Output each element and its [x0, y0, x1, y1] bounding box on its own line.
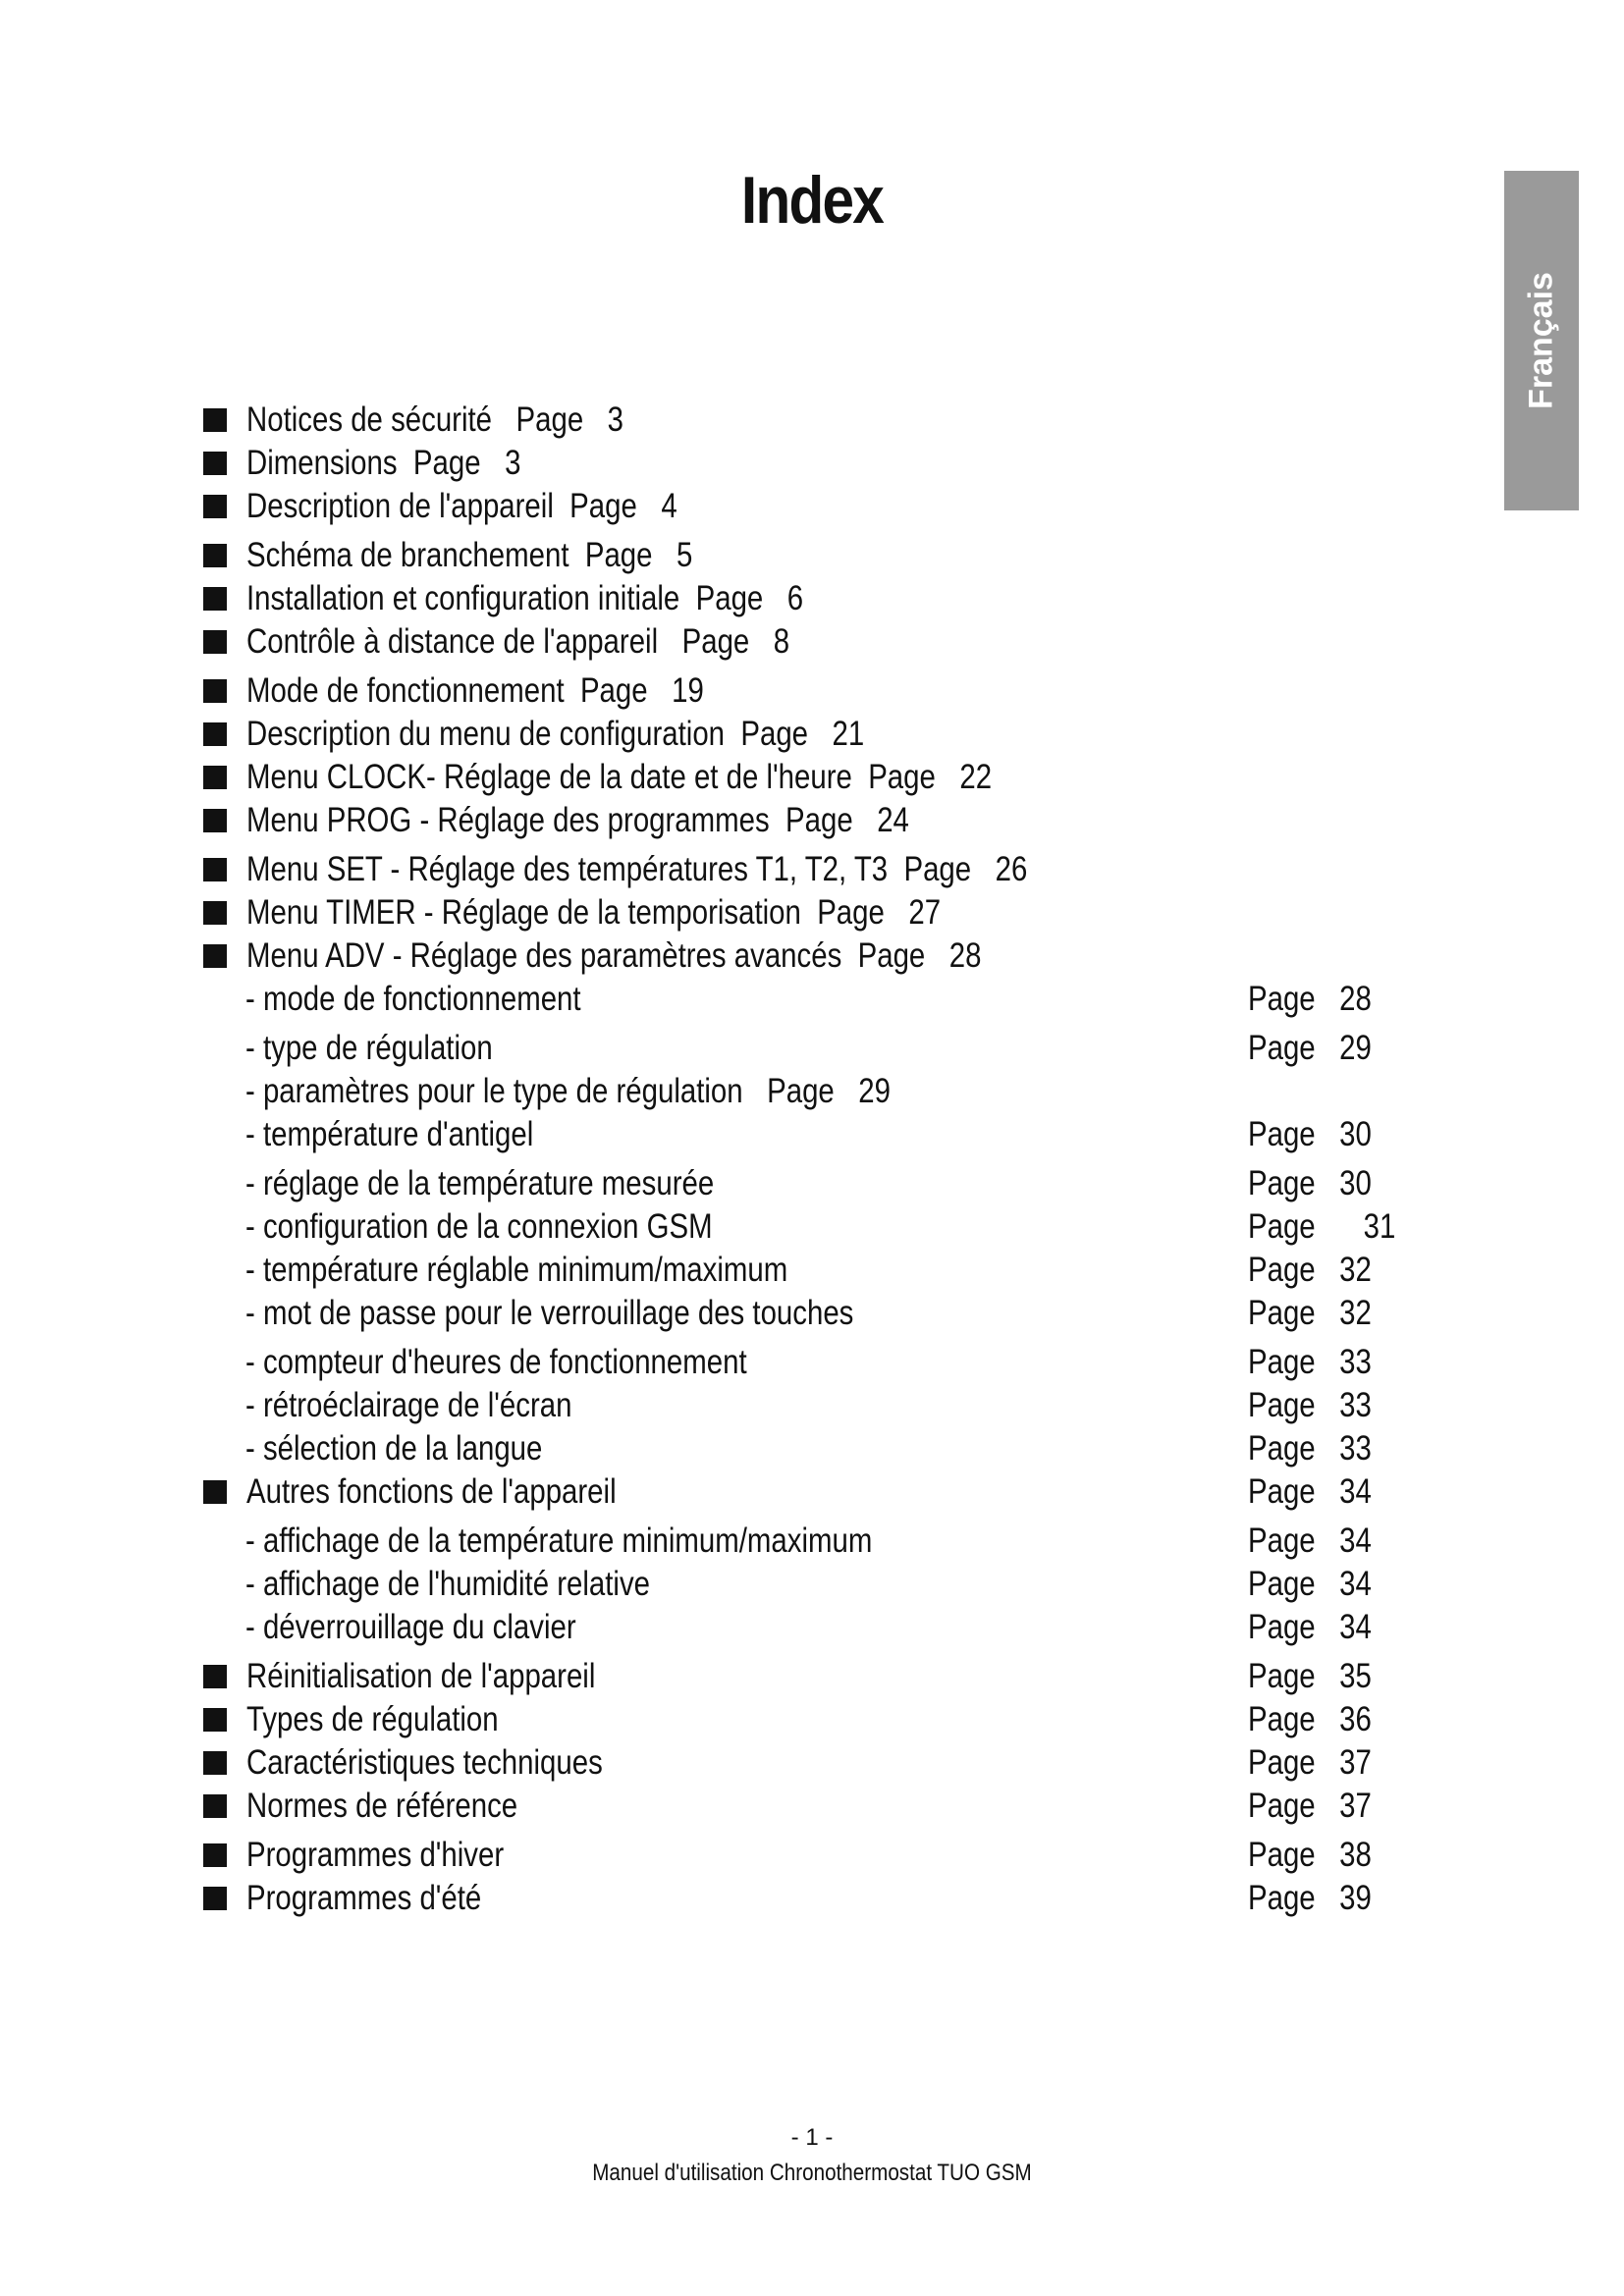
toc-entry-label: - type de régulation	[245, 1029, 493, 1067]
toc-entry-label: Mode de fonctionnement Page 19	[246, 671, 704, 710]
toc-subentry	[0, 1520, 1624, 1563]
toc-entry-page: Page 37	[1248, 1743, 1372, 1782]
toc-entry	[0, 1470, 1624, 1514]
bullet-square-icon	[203, 587, 227, 611]
toc-entry-label: - compteur d'heures de fonctionnement	[245, 1343, 747, 1381]
toc-subentry	[0, 1027, 1624, 1070]
toc-entry	[0, 891, 1624, 934]
toc-entry	[0, 1877, 1624, 1920]
toc-subentry	[0, 1249, 1624, 1292]
toc-entry-label: Menu ADV - Réglage des paramètres avancés Page 28	[246, 936, 982, 975]
toc-subentry	[0, 1113, 1624, 1156]
toc-entry-page: Page 35	[1248, 1657, 1372, 1695]
footer-document-title: Manuel d'utilisation Chronothermostat TUO GSM	[592, 2160, 1032, 2186]
toc-entry-page: Page 33	[1248, 1343, 1372, 1381]
toc-entry-label: Caractéristiques techniques	[246, 1743, 603, 1782]
toc-entry-page: Page 34	[1248, 1565, 1372, 1603]
toc-entry-page: Page 30	[1248, 1164, 1372, 1202]
toc-entry	[0, 620, 1624, 664]
toc-entry	[0, 934, 1624, 978]
toc-entry-page: Page 31	[1248, 1207, 1396, 1246]
toc-entry	[0, 1741, 1624, 1785]
toc-subentry	[0, 1427, 1624, 1470]
toc-entry-label: Menu TIMER - Réglage de la temporisation Page 27	[246, 893, 942, 932]
toc-entry	[0, 848, 1624, 891]
toc-entry-label: - réglage de la température mesurée	[245, 1164, 715, 1202]
toc-entry-label: Types de régulation	[246, 1700, 499, 1738]
toc-entry	[0, 1785, 1624, 1828]
toc-entry-label: Autres fonctions de l'appareil	[246, 1472, 617, 1511]
toc-entry-label: Normes de référence	[246, 1787, 518, 1825]
toc-entry-page: Page 34	[1248, 1472, 1372, 1511]
bullet-square-icon	[203, 1751, 227, 1775]
toc-entry	[0, 534, 1624, 577]
toc-entry-page: Page 33	[1248, 1386, 1372, 1424]
toc-entry-label: - température d'antigel	[245, 1115, 534, 1153]
toc-entry-page: Page 36	[1248, 1700, 1372, 1738]
toc-entry	[0, 485, 1624, 528]
bullet-square-icon	[203, 858, 227, 881]
toc-entry	[0, 1655, 1624, 1698]
toc-entry-label: Description de l'appareil Page 4	[246, 487, 677, 525]
footer-page-number: - 1 -	[790, 2124, 834, 2151]
bullet-square-icon	[203, 679, 227, 703]
toc-entry-page: Page 32	[1248, 1251, 1372, 1289]
bullet-square-icon	[203, 1887, 227, 1910]
bullet-square-icon	[203, 901, 227, 925]
bullet-square-icon	[203, 1708, 227, 1732]
toc-entry-page: Page 34	[1248, 1608, 1372, 1646]
toc-entry	[0, 669, 1624, 713]
toc-subentry	[0, 1606, 1624, 1649]
toc-entry-label: Description du menu de configuration Page 21	[246, 715, 865, 753]
toc-entry-label: - affichage de la température minimum/maximum	[245, 1522, 873, 1560]
toc-entry-label: Programmes d'été	[246, 1879, 482, 1917]
bullet-square-icon	[203, 944, 227, 968]
toc-entry-page: Page 38	[1248, 1836, 1372, 1874]
toc-entry-label: Réinitialisation de l'appareil	[246, 1657, 596, 1695]
bullet-square-icon	[203, 495, 227, 518]
toc-entry	[0, 799, 1624, 842]
toc-entry	[0, 1834, 1624, 1877]
bullet-square-icon	[203, 1843, 227, 1867]
toc-subentry	[0, 1563, 1624, 1606]
toc-entry-label: - déverrouillage du clavier	[245, 1608, 576, 1646]
toc-entry	[0, 399, 1624, 442]
toc-entry-label: Menu SET - Réglage des températures T1, T2, T3 Page 26	[246, 850, 1028, 888]
toc-entry-label: - température réglable minimum/maximum	[245, 1251, 788, 1289]
toc-subentry	[0, 978, 1624, 1021]
toc-entry-label: - mot de passe pour le verrouillage des touches	[245, 1294, 854, 1332]
toc-entry-label: Menu CLOCK- Réglage de la date et de l'heure Page 22	[246, 758, 993, 796]
bullet-square-icon	[203, 544, 227, 567]
toc-entry-label: Schéma de branchement Page 5	[246, 536, 693, 574]
toc-entry-label: - paramètres pour le type de régulation Page 29	[245, 1072, 891, 1110]
toc-entry-label: - configuration de la connexion GSM	[245, 1207, 713, 1246]
toc-subentry	[0, 1341, 1624, 1384]
toc-entry-label: - affichage de l'humidité relative	[245, 1565, 651, 1603]
toc-entry	[0, 442, 1624, 485]
bullet-square-icon	[203, 630, 227, 654]
toc-entry-page: Page 39	[1248, 1879, 1372, 1917]
toc-entry-label: Dimensions Page 3	[246, 444, 521, 482]
toc-entry-page: Page 28	[1248, 980, 1372, 1018]
bullet-square-icon	[203, 766, 227, 789]
bullet-square-icon	[203, 1480, 227, 1504]
bullet-square-icon	[203, 452, 227, 475]
toc-entry-page: Page 37	[1248, 1787, 1372, 1825]
toc-subentry	[0, 1162, 1624, 1205]
toc-entry-label: - sélection de la langue	[245, 1429, 543, 1468]
toc-entry	[0, 577, 1624, 620]
bullet-square-icon	[203, 722, 227, 746]
toc-entry-label: Contrôle à distance de l'appareil Page 8	[246, 622, 790, 661]
toc-entry-page: Page 30	[1248, 1115, 1372, 1153]
language-tab-label: Français	[1522, 272, 1560, 409]
toc-entry-label: - mode de fonctionnement	[245, 980, 581, 1018]
toc-entry-page: Page 32	[1248, 1294, 1372, 1332]
toc-entry-page: Page 34	[1248, 1522, 1372, 1560]
toc-entry-label: Menu PROG - Réglage des programmes Page 24	[246, 801, 909, 839]
bullet-square-icon	[203, 1665, 227, 1688]
toc-entry-page: Page 29	[1248, 1029, 1372, 1067]
toc-entry-label: - rétroéclairage de l'écran	[245, 1386, 572, 1424]
toc-entry-label: Notices de sécurité Page 3	[246, 400, 624, 439]
page-title: Index	[740, 163, 884, 238]
toc-subentry	[0, 1292, 1624, 1335]
toc-entry-label: Programmes d'hiver	[246, 1836, 505, 1874]
toc-subentry	[0, 1384, 1624, 1427]
toc-entry	[0, 756, 1624, 799]
toc-subentry	[0, 1070, 1624, 1113]
toc-entry-page: Page 33	[1248, 1429, 1372, 1468]
toc-entry	[0, 1698, 1624, 1741]
toc-entry-label: Installation et configuration initiale Page 6	[246, 579, 804, 617]
bullet-square-icon	[203, 809, 227, 832]
bullet-square-icon	[203, 1794, 227, 1818]
toc-entry	[0, 713, 1624, 756]
toc-subentry	[0, 1205, 1624, 1249]
bullet-square-icon	[203, 408, 227, 432]
